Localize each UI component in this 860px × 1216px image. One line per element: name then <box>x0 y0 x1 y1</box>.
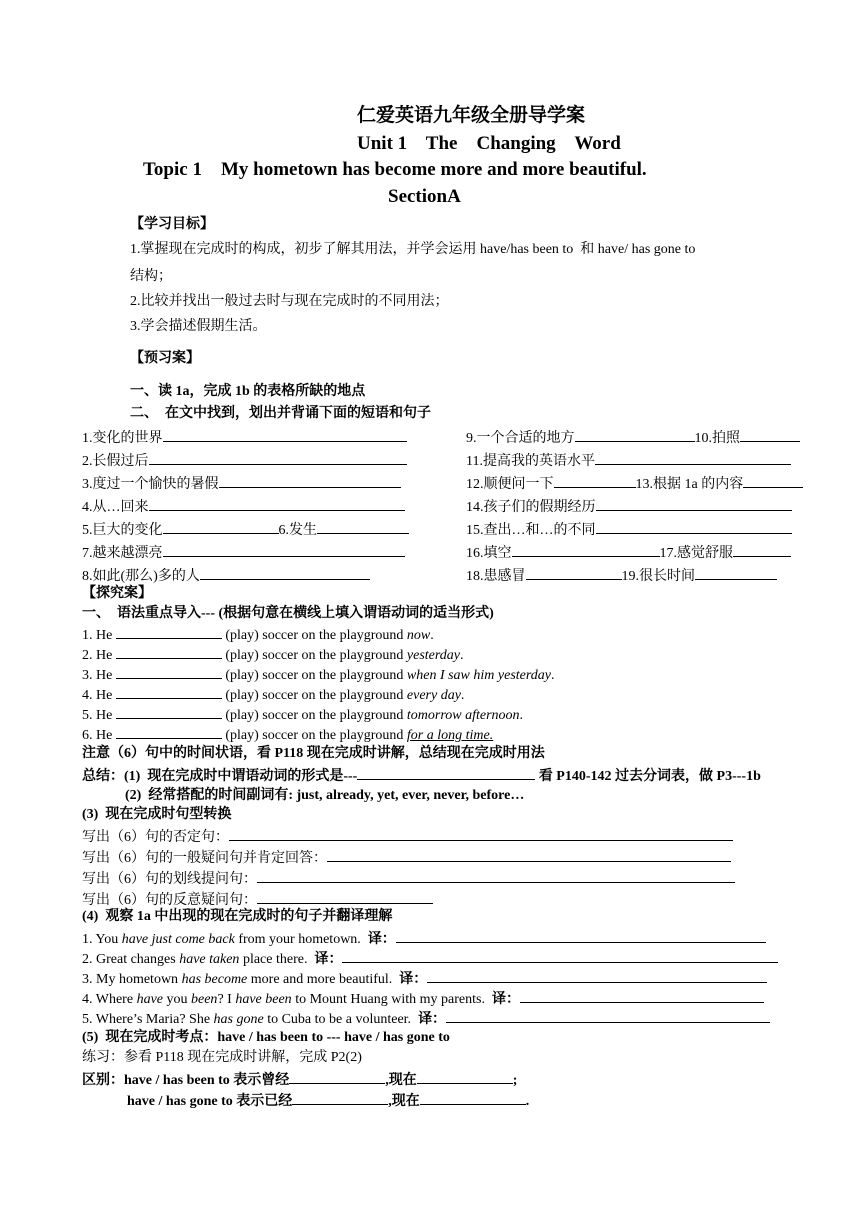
phrase-16-17: 16.填空 17.感觉舒服 <box>466 543 791 563</box>
grammar-intro: 一、 语法重点导入--- (根据句意在横线上填入谓语动词的适当形式) <box>82 606 494 621</box>
summary-1: 总结：(1) 现在完成时中谓语动词的形式是--- 看 P140-142 过去分词表，做 P3---1b <box>82 766 761 786</box>
exercise-6: 6. He (play) soccer on the playground for a long time. <box>82 725 493 745</box>
note: 注意（6）句中的时间状语，看 P118 现在完成时讲解，总结现在完成时用法 <box>82 746 545 761</box>
conversion-4: 写出（6）句的反意疑问句： <box>82 890 433 910</box>
sentence-1: 1. You have just come back from your hometown. 译： <box>82 929 766 949</box>
phrase-9-10: 9.一个合适的地方 10.拍照 <box>466 428 800 448</box>
phrase-8: 8.如此(那么)多的人 <box>82 566 370 586</box>
conversion-1: 写出（6）句的否定句： <box>82 827 733 847</box>
exercise-1: 1. He (play) soccer on the playground now. <box>82 625 434 645</box>
preview-task-1: 一、读 1a，完成 1b 的表格所缺的地点 <box>130 384 366 399</box>
phrase-4: 4.从…回来 <box>82 497 405 517</box>
goal-1-cont: 结构； <box>130 269 172 284</box>
explore-heading: 【探究案】 <box>82 586 152 601</box>
phrase-15: 15.查出…和…的不同 <box>466 520 792 540</box>
practice: 练习：参看 P118 现在完成时讲解，完成 P2(2) <box>82 1050 362 1065</box>
exam-point: (5) 现在完成时考点：have / has been to --- have / has gone to <box>82 1030 450 1045</box>
phrase-18-19: 18.患感冒 19.很长时间 <box>466 566 777 586</box>
phrase-12-13: 12.顺便问一下 13.根据 1a 的内容 <box>466 474 803 494</box>
conversion-2: 写出（6）句的一般疑问句并肯定回答： <box>82 848 731 868</box>
preview-task-2: 二、 在文中找到，划出并背诵下面的短语和句子 <box>130 406 431 421</box>
exercise-2: 2. He (play) soccer on the playground yesterday. <box>82 645 464 665</box>
sentence-5: 5. Where’s Maria? She has gone to Cuba to be a volunteer. 译： <box>82 1009 770 1029</box>
exercise-5: 5. He (play) soccer on the playground tomorrow afternoon. <box>82 705 523 725</box>
phrase-5-6: 5.巨大的变化 6.发生 <box>82 520 409 540</box>
conversion-3: 写出（6）句的划线提问句： <box>82 869 735 889</box>
topic-title: Topic 1 My hometown has become more and more beautiful. <box>143 159 647 180</box>
exercise-4: 4. He (play) soccer on the playground every day. <box>82 685 464 705</box>
phrase-2: 2.长假过后 <box>82 451 407 471</box>
summary-2: (2) 经常搭配的时间副词有: just, already, yet, ever, never, before… <box>125 788 525 803</box>
sentence-2: 2. Great changes have taken place there. 译： <box>82 949 778 969</box>
goal-2: 2.比较并找出一般过去时与现在完成时的不同用法； <box>130 294 449 309</box>
goal-3: 3.学会描述假期生活。 <box>130 319 267 334</box>
phrase-1: 1.变化的世界 <box>82 428 407 448</box>
difference-2: have / has gone to 表示已经 ,现在 . <box>127 1091 529 1111</box>
section-title: SectionA <box>388 186 461 207</box>
doc-title: 仁爱英语九年级全册导学案 <box>357 105 586 126</box>
phrase-3: 3.度过一个愉快的暑假 <box>82 474 401 494</box>
goal-1: 1.掌握现在完成时的构成，初步了解其用法，并学会运用 have/has been to 和 have/ has gone to <box>130 242 696 257</box>
goals-heading: 【学习目标】 <box>130 217 214 232</box>
conversion-heading: (3) 现在完成时句型转换 <box>82 807 232 822</box>
difference-1: 区别：have / has been to 表示曾经 ,现在 ; <box>82 1070 517 1090</box>
sentence-3: 3. My hometown has become more and more beautiful. 译： <box>82 969 767 989</box>
sentence-4: 4. Where have you been? I have been to Mount Huang with my parents. 译： <box>82 989 764 1009</box>
preview-heading: 【预习案】 <box>130 351 200 366</box>
phrase-7: 7.越来越漂亮 <box>82 543 405 563</box>
exercise-3: 3. He (play) soccer on the playground when I saw him yesterday. <box>82 665 555 685</box>
observe-heading: (4) 观察 1a 中出现的现在完成时的句子并翻译理解 <box>82 909 393 924</box>
unit-title: Unit 1 The Changing Word <box>357 133 621 154</box>
phrase-11: 11.提高我的英语水平 <box>466 451 791 471</box>
phrase-14: 14.孩子们的假期经历 <box>466 497 792 517</box>
